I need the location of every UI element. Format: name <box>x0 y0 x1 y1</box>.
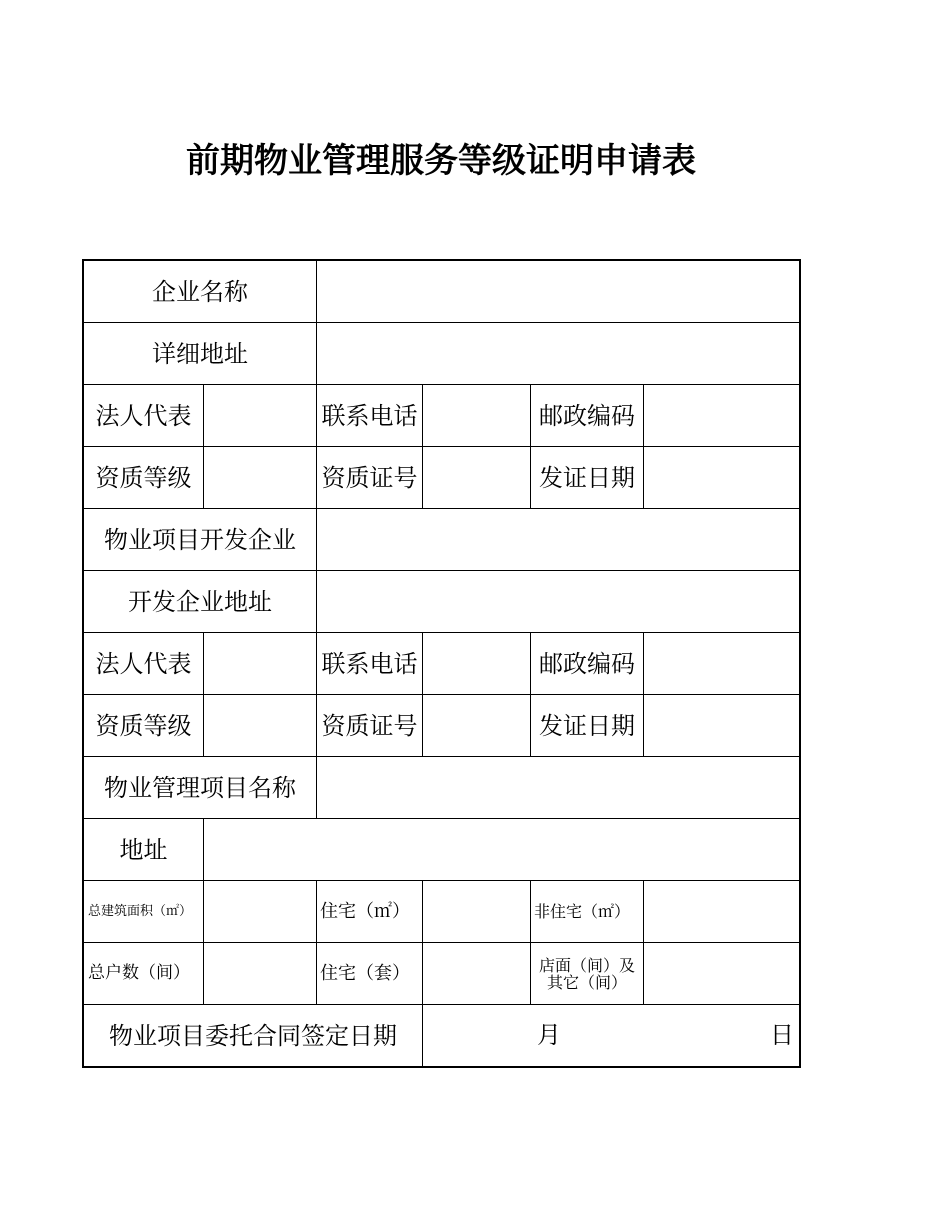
enterprise-address-cell <box>316 322 800 385</box>
enterprise-postcode-input[interactable] <box>644 385 799 446</box>
shops-label <box>530 942 644 1005</box>
shops-cell <box>643 942 800 1005</box>
enterprise-legal-rep-input[interactable] <box>204 385 316 446</box>
non-residential-area-label: 非住宅（㎡） <box>530 880 644 943</box>
total-area-label: 总建筑面积（㎡） <box>83 880 204 943</box>
developer-issue-date-label: 发证日期 <box>530 694 644 757</box>
developer-qualification-cell <box>203 694 317 757</box>
contract-date-label: 物业项目委托合同签定日期 <box>83 1004 423 1067</box>
developer-name-input[interactable] <box>317 509 799 570</box>
form-title: 前期物业管理服务等级证明申请表 <box>186 141 696 181</box>
contract-month-input[interactable] <box>425 1005 533 1066</box>
developer-cert-no-cell <box>422 694 531 757</box>
developer-name-cell <box>316 508 800 571</box>
households-input[interactable] <box>204 943 316 1004</box>
developer-postcode-input[interactable] <box>644 633 799 694</box>
project-address-input[interactable] <box>204 819 799 880</box>
project-name-label: 物业管理项目名称 <box>83 756 317 819</box>
enterprise-cert-no-cell <box>422 446 531 509</box>
enterprise-phone-cell <box>422 384 531 447</box>
shops-input[interactable] <box>644 943 799 1004</box>
developer-address-input[interactable] <box>317 571 799 632</box>
enterprise-issue-date-label: 发证日期 <box>530 446 644 509</box>
enterprise-phone-label: 联系电话 <box>316 384 423 447</box>
residential-units-label: 住宅（套） <box>316 942 423 1005</box>
developer-postcode-label: 邮政编码 <box>530 632 644 695</box>
residential-area-label: 住宅（㎡） <box>316 880 423 943</box>
enterprise-name-cell <box>316 260 800 323</box>
month-unit-label: 月 <box>537 1021 561 1049</box>
contract-date-cell <box>422 1004 800 1067</box>
developer-postcode-cell <box>643 632 800 695</box>
total-area-input[interactable] <box>204 881 316 942</box>
developer-issue-date-input[interactable] <box>644 695 799 756</box>
residential-area-cell <box>422 880 531 943</box>
non-residential-area-input[interactable] <box>644 881 799 942</box>
developer-legal-rep-cell <box>203 632 317 695</box>
developer-qualification-label: 资质等级 <box>83 694 204 757</box>
project-address-cell <box>203 818 800 881</box>
project-name-cell <box>316 756 800 819</box>
developer-phone-label: 联系电话 <box>316 632 423 695</box>
day-unit-label: 日 <box>770 1021 794 1049</box>
enterprise-address-label: 详细地址 <box>83 322 317 385</box>
contract-day-input[interactable] <box>565 1005 765 1066</box>
enterprise-postcode-label: 邮政编码 <box>530 384 644 447</box>
project-address-label: 地址 <box>83 818 204 881</box>
residential-units-input[interactable] <box>423 943 530 1004</box>
developer-legal-rep-label: 法人代表 <box>83 632 204 695</box>
developer-cert-no-label: 资质证号 <box>316 694 423 757</box>
enterprise-legal-rep-cell <box>203 384 317 447</box>
developer-phone-cell <box>422 632 531 695</box>
households-label: 总户数（间） <box>83 942 204 1005</box>
enterprise-postcode-cell <box>643 384 800 447</box>
enterprise-cert-no-input[interactable] <box>423 447 530 508</box>
shops-label-line-2: 其它（间） <box>546 972 627 992</box>
enterprise-phone-input[interactable] <box>423 385 530 446</box>
shops-label-line-1: 店面（间）及 <box>538 955 635 975</box>
enterprise-issue-date-cell <box>643 446 800 509</box>
enterprise-issue-date-input[interactable] <box>644 447 799 508</box>
enterprise-legal-rep-label: 法人代表 <box>83 384 204 447</box>
residential-units-cell <box>422 942 531 1005</box>
developer-issue-date-cell <box>643 694 800 757</box>
households-cell <box>203 942 317 1005</box>
enterprise-qualification-label: 资质等级 <box>83 446 204 509</box>
enterprise-name-input[interactable] <box>317 261 799 322</box>
developer-legal-rep-input[interactable] <box>204 633 316 694</box>
developer-name-label: 物业项目开发企业 <box>83 508 317 571</box>
developer-qualification-input[interactable] <box>204 695 316 756</box>
enterprise-address-input[interactable] <box>317 323 799 384</box>
enterprise-name-label: 企业名称 <box>83 260 317 323</box>
developer-phone-input[interactable] <box>423 633 530 694</box>
enterprise-qualification-input[interactable] <box>204 447 316 508</box>
enterprise-qualification-cell <box>203 446 317 509</box>
developer-cert-no-input[interactable] <box>423 695 530 756</box>
developer-address-cell <box>316 570 800 633</box>
total-area-cell <box>203 880 317 943</box>
developer-address-label: 开发企业地址 <box>83 570 317 633</box>
residential-area-input[interactable] <box>423 881 530 942</box>
enterprise-cert-no-label: 资质证号 <box>316 446 423 509</box>
non-residential-area-cell <box>643 880 800 943</box>
project-name-input[interactable] <box>317 757 799 818</box>
